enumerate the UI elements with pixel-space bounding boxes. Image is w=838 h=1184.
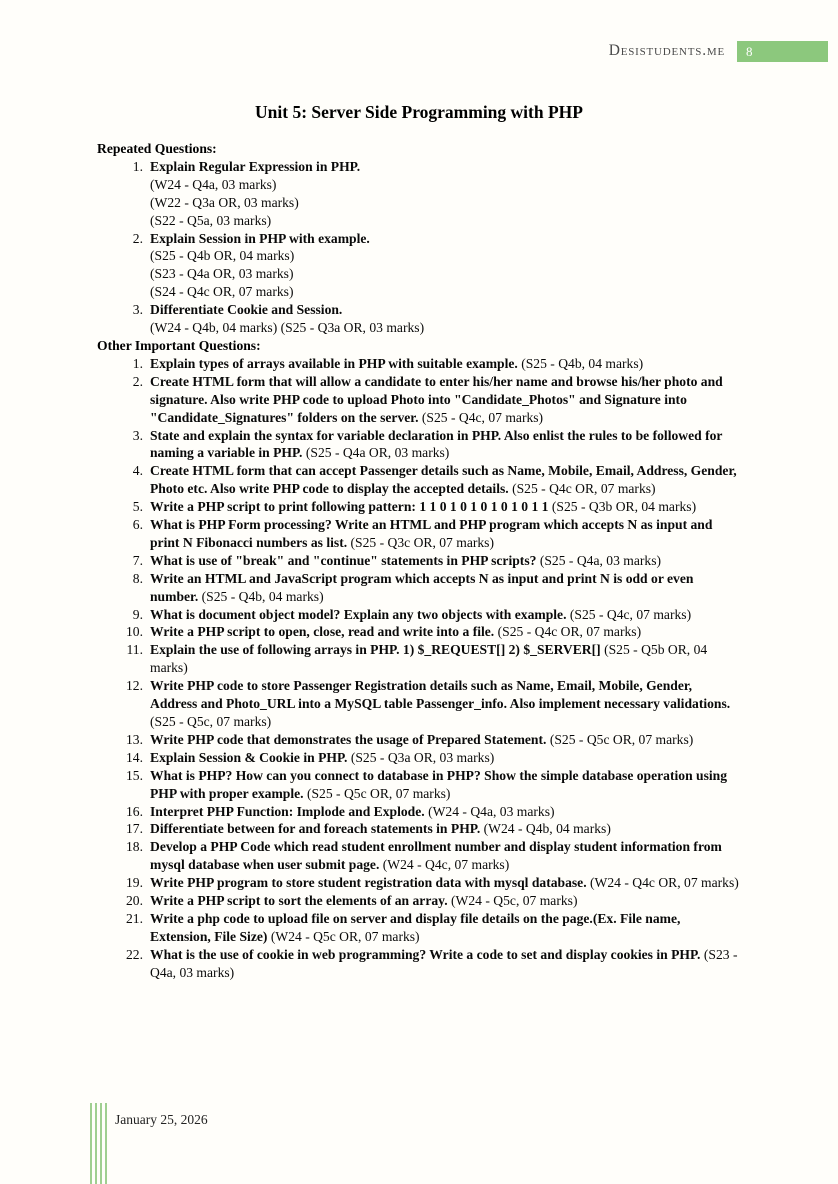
question-ref: (S25 - Q3b OR, 04 marks) <box>551 499 697 515</box>
question-text: What is the use of cookie in web programming? Write a code to set and display cookies in PHP. <box>150 946 701 962</box>
question-item <box>97 462 740 498</box>
question-item <box>97 355 740 373</box>
marks-lines <box>150 319 740 337</box>
question-ref: (S25 - Q4c OR, 07 marks) <box>497 624 642 640</box>
question-text: Explain the use of following arrays in PHP. 1) $_REQUEST[] 2) $_SERVER[] <box>150 642 601 658</box>
question-number: 1. <box>132 355 143 371</box>
footer-accent-lines-icon <box>90 1103 107 1184</box>
question-ref: (S25 - Q5c OR, 07 marks) <box>549 731 694 747</box>
question-item <box>97 731 740 749</box>
footer-date: January 25, 2026 <box>115 1112 208 1127</box>
question-ref: (S25 - Q3a OR, 03 marks) <box>350 749 495 765</box>
question-number: 21. <box>126 910 143 926</box>
question-text: Create HTML form that can accept Passenger details such as Name, Mobile, Email, Address, Gender, Photo etc. Also write PHP code to display the accepted details. <box>150 463 737 497</box>
question-number: 3. <box>132 427 143 443</box>
question-text: Explain Session in PHP with example. <box>150 230 370 246</box>
question-ref: (S25 - Q4c, 07 marks) <box>569 606 692 622</box>
question-number: 3. <box>132 302 143 318</box>
question-ref: (S23 - Q4a, 03 marks) <box>150 946 738 980</box>
question-number: 9. <box>132 606 143 622</box>
question-ref: (S25 - Q5b OR, 04 marks) <box>150 642 708 676</box>
question-ref: (S25 - Q4c OR, 07 marks) <box>512 481 656 497</box>
question-text: Write PHP program to store student registration data with mysql database. <box>150 875 587 891</box>
question-text: Differentiate Cookie and Session. <box>150 302 343 318</box>
section-heading-other: Other Important Questions: <box>97 337 261 353</box>
question-number: 2. <box>132 373 143 389</box>
content-area <box>97 140 740 982</box>
question-item <box>97 892 740 910</box>
question-item <box>97 677 740 731</box>
question-number: 12. <box>126 678 143 694</box>
question-number: 8. <box>132 570 143 586</box>
question-text: Write a PHP script to print following pattern: 1 1 0 1 0 1 0 1 0 1 0 1 1 <box>150 499 549 515</box>
question-item <box>97 158 740 230</box>
marks-line: (W24 - Q4b, 04 marks) (S25 - Q3a OR, 03 marks) <box>150 320 425 336</box>
question-number: 7. <box>132 552 143 568</box>
question-item <box>97 301 740 337</box>
section-heading-repeated: Repeated Questions: <box>97 141 217 156</box>
question-number: 17. <box>126 821 143 837</box>
question-ref: (S25 - Q5c, 07 marks) <box>150 714 272 729</box>
question-item <box>97 910 740 946</box>
marks-line: (S23 - Q4a OR, 03 marks) <box>150 266 294 282</box>
other-questions-list <box>97 355 740 982</box>
question-text: Write a PHP script to open, close, read and write into a file. <box>150 624 495 640</box>
question-text: Explain Regular Expression in PHP. <box>150 158 361 174</box>
question-number: 15. <box>126 767 143 783</box>
site-name-label: Desistudents.me <box>608 42 725 59</box>
question-item <box>97 749 740 767</box>
question-ref: (W24 - Q5c OR, 07 marks) <box>270 928 420 944</box>
question-text: Write a PHP script to sort the elements of an array. <box>150 893 448 909</box>
question-item <box>97 623 740 641</box>
question-item <box>97 570 740 606</box>
question-item <box>97 803 740 821</box>
question-text: Interpret PHP Function: Implode and Explode. <box>150 803 425 819</box>
question-item <box>97 641 740 677</box>
question-text: Create HTML form that will allow a candidate to enter his/her name and browse his/her photo and signature. Also write PHP code to upload Photo into "Candidate_Photos" and Signature into "Candidate_Signatures" folders on the server. <box>150 373 723 425</box>
question-ref: (W24 - Q4c, 07 marks) <box>382 857 510 873</box>
question-ref: (W24 - Q4c OR, 07 marks) <box>590 875 739 891</box>
marks-line: (S22 - Q5a, 03 marks) <box>150 212 272 228</box>
question-number: 20. <box>126 893 143 909</box>
question-ref: (S25 - Q5c OR, 07 marks) <box>306 785 451 801</box>
question-text: Differentiate between for and foreach statements in PHP. <box>150 821 481 837</box>
question-item <box>97 373 740 427</box>
question-text: What is document object model? Explain any two objects with example. <box>150 606 567 622</box>
question-item <box>97 838 740 874</box>
question-number: 18. <box>126 839 143 855</box>
question-number: 19. <box>126 875 143 891</box>
question-item <box>97 767 740 803</box>
question-number: 2. <box>132 230 143 246</box>
question-number: 5. <box>132 499 143 515</box>
marks-line: (W22 - Q3a OR, 03 marks) <box>150 194 299 210</box>
question-number: 6. <box>132 517 143 533</box>
question-item <box>97 874 740 892</box>
question-item <box>97 946 740 982</box>
question-number: 22. <box>126 946 143 962</box>
question-ref: (W24 - Q4a, 03 marks) <box>428 803 555 819</box>
marks-line: (S25 - Q4b OR, 04 marks) <box>150 248 295 264</box>
question-text: Explain types of arrays available in PHP with suitable example. <box>150 355 518 371</box>
question-ref: (W24 - Q4b, 04 marks) <box>483 821 611 837</box>
question-ref: (S25 - Q4b, 04 marks) <box>521 355 644 371</box>
question-item <box>97 820 740 838</box>
question-number: 1. <box>132 158 143 174</box>
marks-lines <box>150 176 740 230</box>
page-number-badge: 8 <box>737 41 828 62</box>
question-text: What is use of "break" and "continue" statements in PHP scripts? <box>150 552 537 568</box>
question-text: Develop a PHP Code which read student enrollment number and display student information from mysql database when user submit page. <box>150 839 722 873</box>
question-ref: (W24 - Q5c, 07 marks) <box>451 893 578 909</box>
question-item <box>97 498 740 516</box>
question-text: Explain Session & Cookie in PHP. <box>150 749 348 765</box>
question-number: 4. <box>132 463 143 479</box>
question-text: Write an HTML and JavaScript program which accepts N as input and print N is odd or even number. <box>150 570 694 604</box>
question-number: 16. <box>126 803 143 819</box>
marks-line: (W24 - Q4a, 03 marks) <box>150 176 277 192</box>
question-number: 11. <box>126 642 143 658</box>
question-number: 14. <box>126 749 143 765</box>
repeated-questions-list <box>97 158 740 337</box>
question-ref: (S25 - Q4c, 07 marks) <box>421 409 544 425</box>
question-ref: (S25 - Q4a, 03 marks) <box>539 552 662 568</box>
question-text: Write PHP code that demonstrates the usage of Prepared Statement. <box>150 731 547 747</box>
question-number: 13. <box>126 731 143 747</box>
question-text: What is PHP Form processing? Write an HTML and PHP program which accepts N as input and print N Fibonacci numbers as list. <box>150 517 713 550</box>
question-item <box>97 552 740 570</box>
page-header <box>0 40 828 62</box>
question-text: Write a php code to upload file on server and display file details on the page.(Ex. File name, Extension, File Size) <box>150 910 681 944</box>
question-text: Write PHP code to store Passenger Registration details such as Name, Email, Mobile, Gender, Address and Photo_URL into a MySQL table Passenger_info. Also implement necessary validations. <box>150 678 731 712</box>
marks-lines <box>150 247 740 301</box>
question-item <box>97 230 740 302</box>
page-title: Unit 5: Server Side Programming with PHP <box>255 102 583 122</box>
question-ref: (S25 - Q4b, 04 marks) <box>201 588 324 604</box>
question-text: What is PHP? How can you connect to database in PHP? Show the simple database operation using PHP with proper example. <box>150 767 728 801</box>
question-item <box>97 516 740 552</box>
marks-line: (S24 - Q4c OR, 07 marks) <box>150 284 294 300</box>
question-ref: (S25 - Q4a OR, 03 marks) <box>305 445 450 461</box>
question-item <box>97 427 740 463</box>
question-text: State and explain the syntax for variable declaration in PHP. Also enlist the rules to be followed for naming a variable in PHP. <box>150 427 723 461</box>
question-number: 10. <box>126 624 143 640</box>
question-ref: (S25 - Q3c OR, 07 marks) <box>350 534 495 550</box>
question-item <box>97 606 740 624</box>
